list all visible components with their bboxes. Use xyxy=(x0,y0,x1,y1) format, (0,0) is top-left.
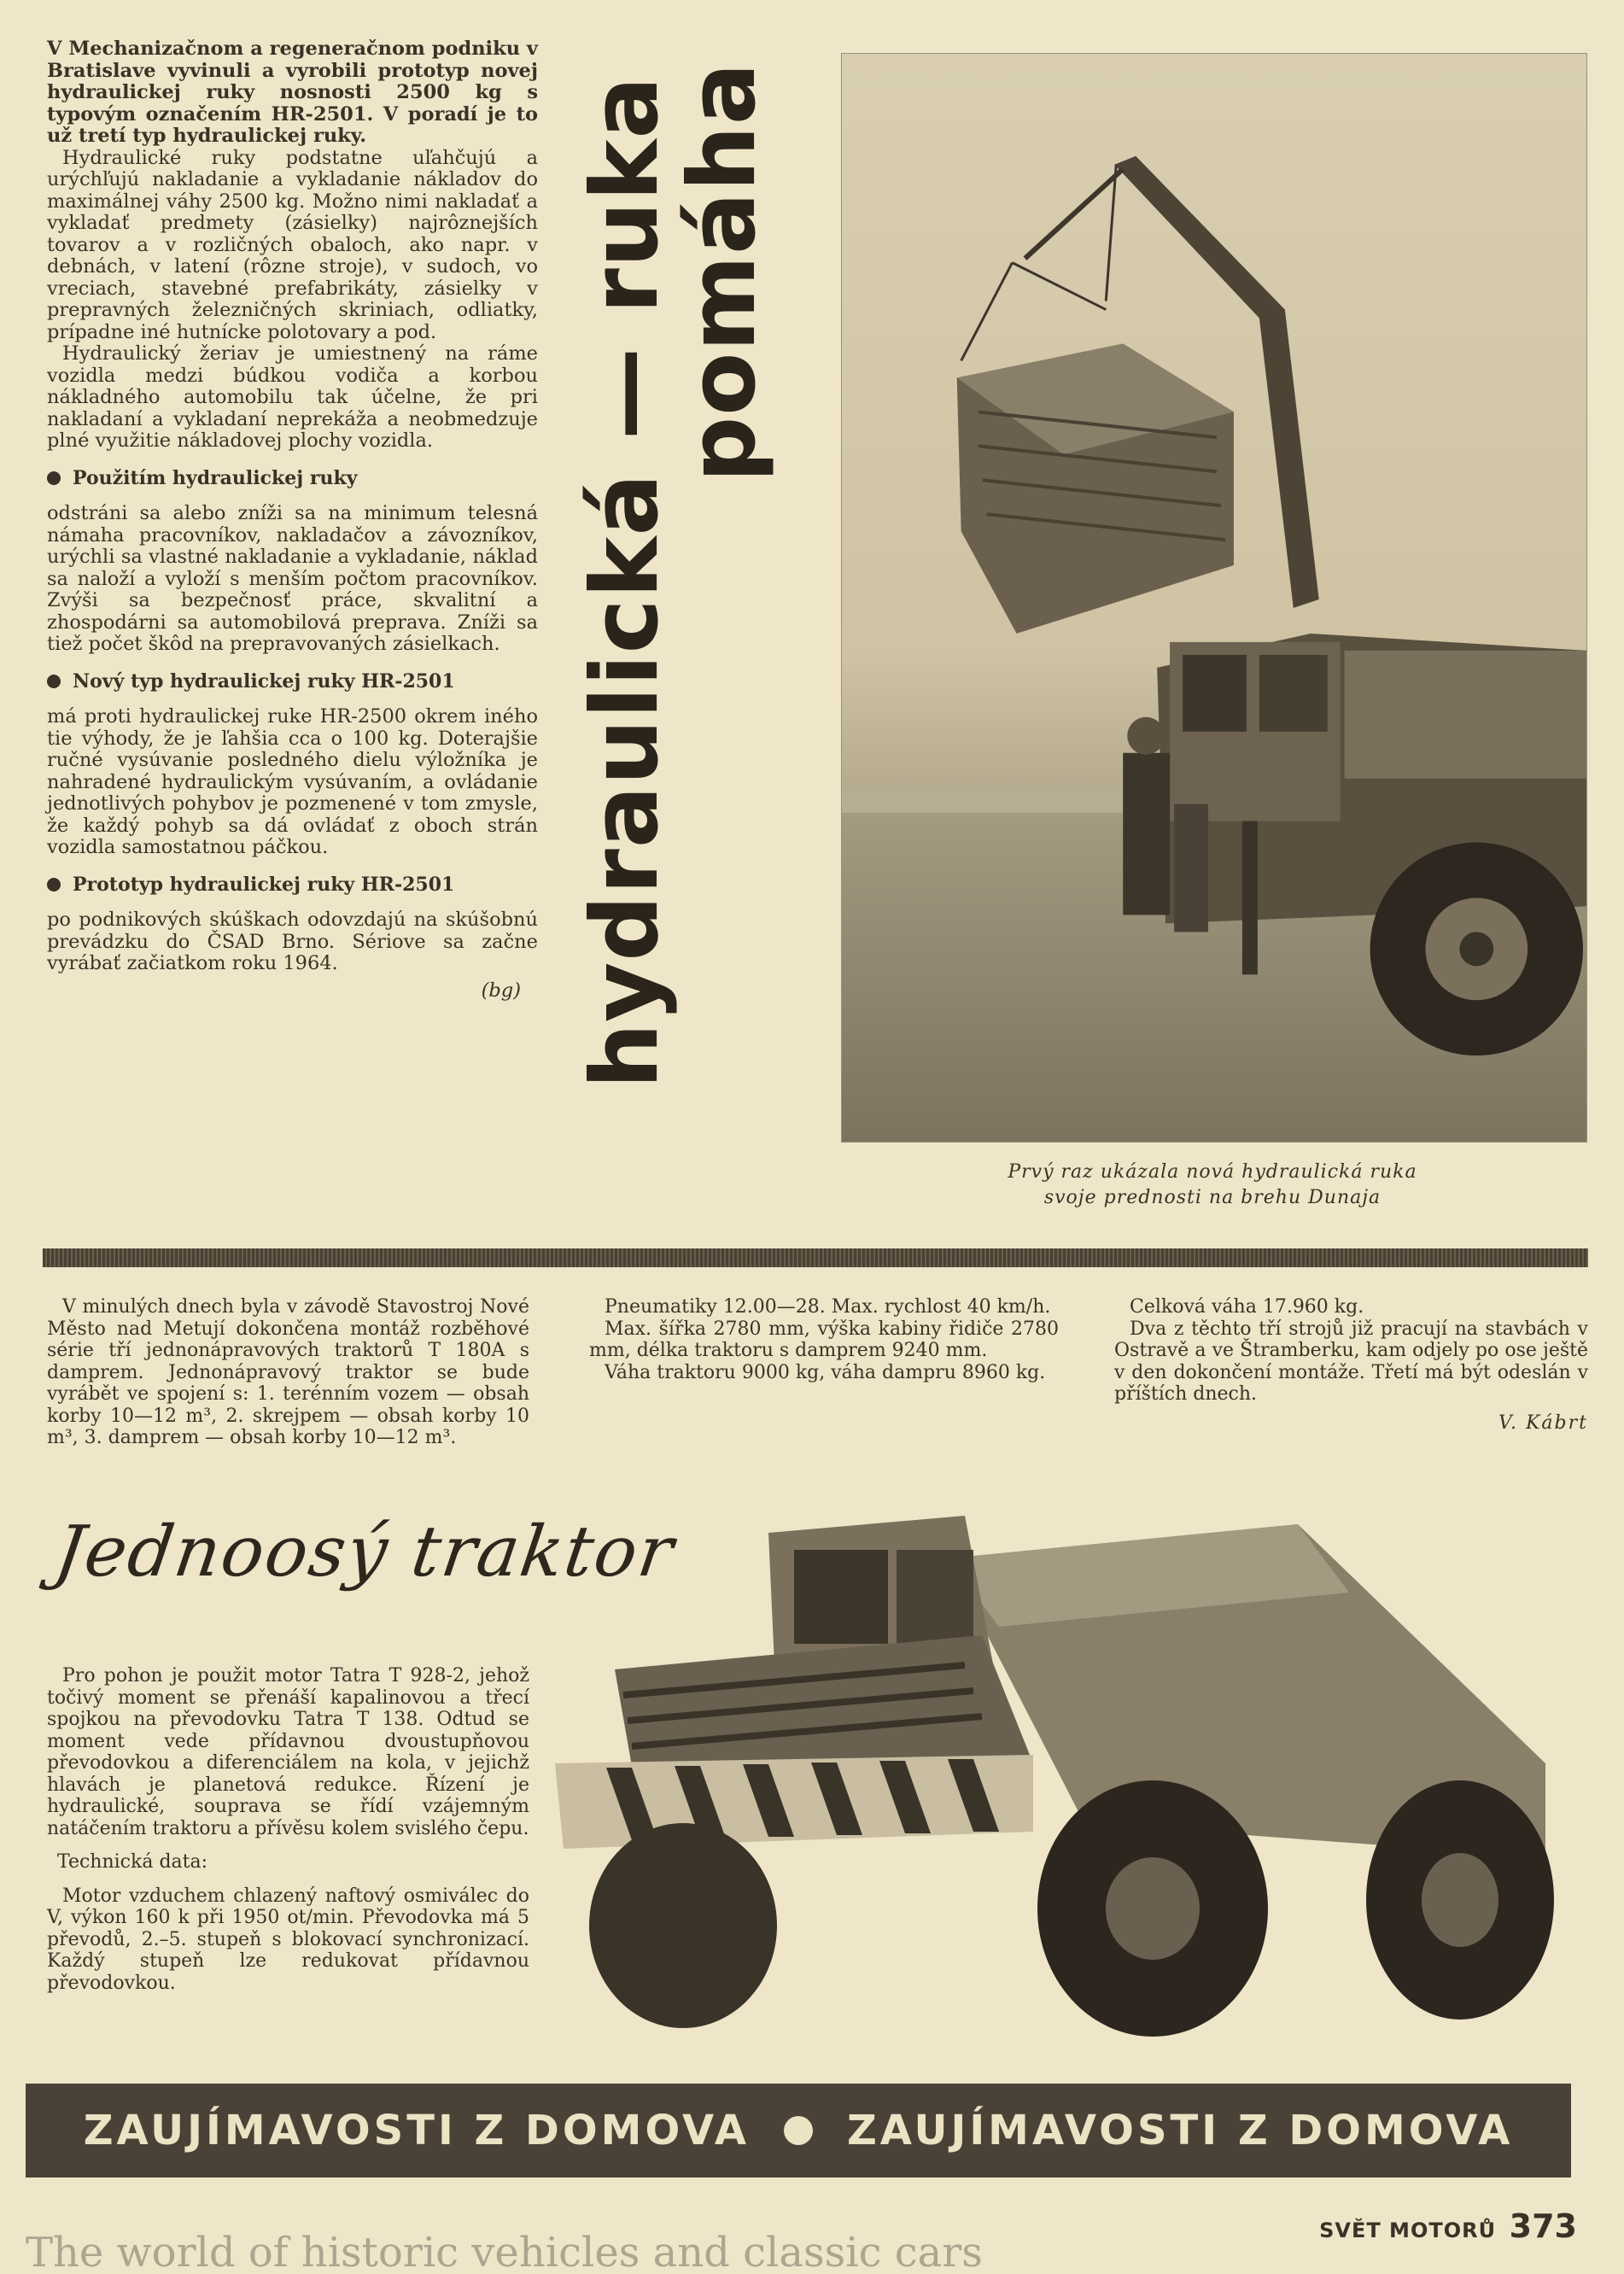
article1-paragraph: po podnikových skúškach odovzdajú na skúšobnú prevádzku do ČSAD Brno. Sériove sa začne vyrábať začiatkom roku 1964. xyxy=(47,909,538,974)
section-divider xyxy=(43,1248,1588,1267)
article2-paragraph: Celková váha 17.960 kg. xyxy=(1130,1296,1364,1318)
signature: (bg) xyxy=(481,979,521,1002)
article1-paragraph: odstráni sa alebo zníži sa na minimum telesná námaha pracovníkov, nakladačov a závozníkov, urýchli sa vlastné nakladanie a vykladanie, náklad sa naloží a vyloží s menším počtom pracovníkov. Zvýši sa bezpečnosť práce, skvalitní a zhospodárni sa automobilová preprava. Zníži sa tiež počet škôd na prepravovaných zásielkach. xyxy=(47,502,538,655)
article1-text xyxy=(47,38,538,1002)
article2-paragraph: Dva z těchto tří strojů již pracují na stavbách v Ostravě a ve Štramberku, kam odjely po ose ještě v den dokončení montáže. Třetí má být odeslán v příštích dnech. xyxy=(1114,1318,1588,1405)
article2-paragraph: V minulých dnech byla v závodě Stavostroj Nové Město nad Metují dokončena montáž rozběhové série tří jednonápravových traktorů T 180A s damprem. Jednonápravový traktor se bude vyrábět ve spojení s: 1. terénním vozem — obsah korby 10—12 m³, 2. skrejpem — obsah korby 10 m³, 3. damprem — obsah korby 10—12 m³. xyxy=(47,1296,529,1448)
bullet-icon xyxy=(47,675,61,688)
magazine-name: SVĚT MOTORŮ xyxy=(1319,2218,1497,2242)
article2-headline: Jednoosý traktor xyxy=(50,1511,680,1593)
article1-paragraph: má proti hydraulickej ruke HR-2500 okrem iného tie výhody, že je ľahšia cca o 100 kg. Doterajšie ručné vysúvanie posledného dielu výložníka je nahradené hydraulickým vysúvaním, a ovládanie jednotlivých pohybov je pozmenené v tom zmysle, že každý pohyb sa dá ovládať z oboch strán vozidla samostatnou páčkou. xyxy=(47,705,538,858)
article1-paragraph: Hydraulický žeriav je umiestnený na ráme vozidla medzi búdkou vodiča a korbou nákladného automobilu tak účelne, že pri nakladaní a vykladaní neprekáža a neobmedzuje plné využitie nákladovej plochy vozidla. xyxy=(47,342,538,452)
section-banner xyxy=(26,2084,1571,2178)
headline-line2: pomáha xyxy=(669,61,776,482)
crane-truck-photo xyxy=(841,53,1587,1143)
article2-paragraph: Pneumatiky 12.00—28. Max. rychlost 40 km/h. xyxy=(605,1296,1051,1318)
bullet-icon xyxy=(47,878,61,891)
subheading: Nový typ hydraulickej ruky HR-2501 xyxy=(47,671,538,693)
tractor-photo xyxy=(555,1499,1571,2045)
article1-intro: V Mechanizačnom a regeneračnom podniku v Bratislave vyvinuli a vyrobili prototyp novej hydraulickej ruky nosnosti 2500 kg s typovým označením HR-2501. V poradí je to už tretí typ hydraulickej ruky. xyxy=(47,38,538,147)
article1-paragraph: Hydraulické ruky podstatne uľahčujú a urýchľujú nakladanie a vykladanie nákladov do maximálnej váhy 2500 kg. Možno nimi nakladať a vykladať predmety (zásielky) najrôznejších tovarov a v rozličných obaloch, ako napr. v debnách, v latení (rôzne stroje), v sudoch, vo vreciach, stavebné prefabrikáty, zásielky v prepravných železničných skriniach, odliatky, prípadne iné hutnícke polotovary a pod. xyxy=(47,146,538,343)
article2-paragraph: Max. šířka 2780 mm, výška kabiny řidiče 2780 mm, délka traktoru s damprem 9240 mm. xyxy=(589,1318,1059,1361)
photo1-caption: Prvý raz ukázala nová hydraulická ruka svoje prednosti na brehu Dunaja xyxy=(1008,1161,1417,1208)
subheading: Prototyp hydraulickej ruky HR-2501 xyxy=(47,874,538,897)
article2-column-1 xyxy=(47,1296,529,1449)
bullet-icon xyxy=(47,471,61,485)
article2-paragraph: Motor vzduchem chlazený naftový osmiválec do V, výkon 160 k při 1950 ot/min. Převodovka má 5 převodů, 2.–5. stupeň s blokovací synchronizací. Každý stupeň lze redukovat přídavnou převodovkou. xyxy=(47,1885,529,1994)
tech-data-heading: Technická data: xyxy=(57,1851,208,1873)
author: V. Kábrt xyxy=(1498,1412,1588,1434)
banner-text-right: ZAUJÍMAVOSTI Z DOMOVA xyxy=(847,2107,1514,2154)
article1-headline xyxy=(568,38,781,1089)
article2-column-2 xyxy=(589,1296,1059,1383)
article2-paragraph: Pro pohon je použit motor Tatra T 928-2, jehož točivý moment se přenáší kapalinovou a třecí spojkou na převodovku Tatra T 138. Odtud se moment vede přídavnou dvoustupňovou převodovkou a diferenciálem na kola, v jejichž hlavách je planetová redukce. Řízení je hydraulické, souprava se řídí vzájemným natáčením traktoru a přívěsu kolem svislého čepu. xyxy=(47,1665,529,1839)
article2-lower-text xyxy=(47,1665,529,2006)
page-number: 373 xyxy=(1509,2207,1577,2245)
page-footer xyxy=(1319,2207,1577,2245)
subheading: Použitím hydraulickej ruky xyxy=(47,468,538,490)
article2-column-3 xyxy=(1114,1296,1588,1434)
headline-line1: hydraulická — ruka xyxy=(572,75,679,1089)
bullet-icon xyxy=(784,2116,813,2145)
watermark: The world of historic vehicles and classic cars xyxy=(26,2229,983,2274)
article2-paragraph: Váha traktoru 9000 kg, váha dampru 8960 kg. xyxy=(605,1361,1046,1383)
banner-text-left: ZAUJÍMAVOSTI Z DOMOVA xyxy=(83,2107,750,2154)
